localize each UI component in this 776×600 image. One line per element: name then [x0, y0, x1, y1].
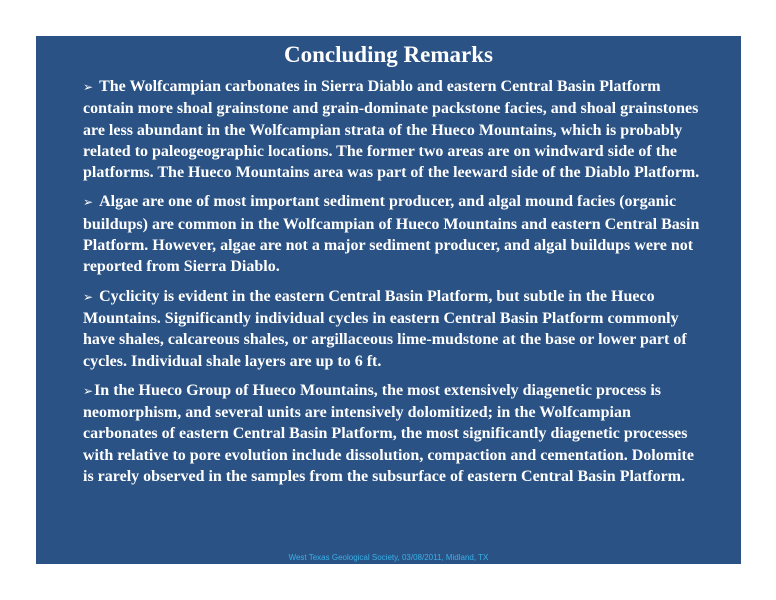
bullet-list — [83, 76, 705, 495]
arrow-bullet-icon: ➢ — [83, 195, 94, 210]
bullet-item-2 — [83, 191, 705, 277]
slide-title: Concluding Remarks — [284, 42, 493, 67]
bullet-text: In the Hueco Group of Hueco Mountains, the most extensively diagenetic process is neomorphism, and several units are intensively dolomitized; in the Wolfcampian carbonates of eastern Central Basin Platform, the most significantly diagenetic processes with relative to pore evolution include dissolution, compaction and cementation. Dolomite is rarely observed in the samples from the subsurface of eastern Central Basin Platform. — [83, 381, 694, 486]
arrow-bullet-icon: ➢ — [83, 80, 94, 94]
bullet-item-3 — [83, 286, 705, 372]
arrow-bullet-icon: ➢ — [83, 383, 94, 398]
bullet-item-4 — [83, 380, 705, 487]
slide-footer: West Texas Geological Society, 03/08/2011, Midland, TX — [288, 553, 489, 562]
arrow-bullet-icon: ➢ — [83, 289, 94, 304]
bullet-text: Algae are one of most important sediment producer, and algal mound facies (organic buildups) are common in the Wolfcampian of Hueco Mountains and eastern Central Basin Platform. However, algae are not a major sediment producer, and algal buildups were not reported from Sierra Diablo. — [83, 193, 700, 276]
slide — [36, 36, 741, 564]
bullet-text: The Wolfcampian carbonates in Sierra Diablo and eastern Central Basin Platform contain more shoal grainstone and grain-dominate packstone facies, and shoal grainstones are less abundant in the Wolfcampian strata of the Hueco Mountains, which is probably related to paleogeographic locations. The former two areas are on windward side of the platforms. The Hueco Mountains area was part of the leeward side of the Diablo Platform. — [83, 78, 700, 182]
bullet-text: Cyclicity is evident in the eastern Central Basin Platform, but subtle in the Hueco Mountains. Significantly individual cycles in eastern Central Basin Platform commonly have shales, calcareous shales, or argillaceous lime-mudstone at the base or lower part of cycles. Individual shale layers are up to 6 ft. — [83, 287, 687, 370]
bullet-item-1 — [83, 76, 705, 183]
